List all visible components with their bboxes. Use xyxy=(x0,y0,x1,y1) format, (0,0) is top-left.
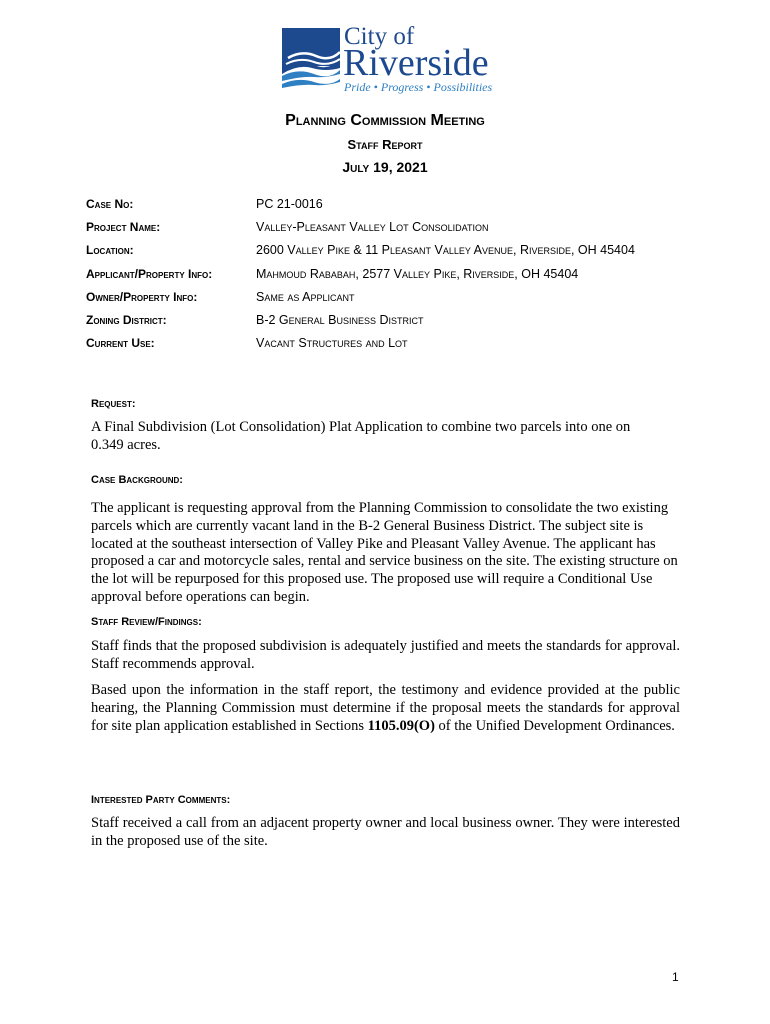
case-info-table xyxy=(86,192,635,355)
info-value: PC 21-0016 xyxy=(256,196,323,211)
background-heading: Case Background: xyxy=(91,474,183,486)
page-number: 1 xyxy=(672,970,679,984)
request-text: A Final Subdivision (Lot Consolidation) Plat Application to combine two parcels into one on 0.349 acres. xyxy=(91,419,631,453)
info-row-project-name xyxy=(86,215,635,238)
info-row-zoning xyxy=(86,308,635,331)
info-label: Zoning District: xyxy=(86,313,167,328)
findings-standards-text-end: of the Unified Development Ordinances. xyxy=(434,717,675,734)
info-value: 2600 Valley Pike & 11 Pleasant Valley Avenue, Riverside, OH 45404 xyxy=(256,243,635,258)
report-date: July 19, 2021 xyxy=(342,159,428,175)
findings-standards-text-start: Based upon the information in the staff report, the testimony and evidence provided at the public hearing, the Planning Commission must determine if the proposal meets the standards for approval for site plan application established in Sections xyxy=(91,682,680,734)
info-label: Applicant/Property Info: xyxy=(86,266,213,281)
info-label: Location: xyxy=(86,243,134,258)
info-label: Current Use: xyxy=(86,336,155,351)
logo-city-text: City of xyxy=(344,23,415,50)
info-row-current-use xyxy=(86,332,635,355)
logo-name-text: Riverside xyxy=(343,42,489,84)
info-label: Project Name: xyxy=(86,219,161,234)
info-row-owner xyxy=(86,285,635,308)
info-row-location xyxy=(86,239,635,262)
info-label: Case No: xyxy=(86,196,134,211)
comments-text: Staff received a call from an adjacent property owner and local business owner. They were interested in the proposed use of the site. xyxy=(91,815,680,849)
info-value: B-2 General Business District xyxy=(256,313,424,328)
report-subtitle: Staff Report xyxy=(347,137,423,152)
riverside-wave-icon xyxy=(282,28,342,92)
info-label: Owner/Property Info: xyxy=(86,289,198,304)
report-title: Planning Commission Meeting xyxy=(285,112,485,129)
ordinance-section-ref: 1105.09(O) xyxy=(367,717,435,734)
findings-text: Staff finds that the proposed subdivision is adequately justified and meets the standards for approval. Staff recommends approval. xyxy=(91,638,680,672)
findings-standards-text xyxy=(91,682,680,735)
info-value: Mahmoud Rababah, 2577 Valley Pike, Riverside, OH 45404 xyxy=(256,266,579,281)
info-row-case-no xyxy=(86,192,635,215)
logo-tagline: Pride • Progress • Possibilities xyxy=(344,80,493,94)
request-heading: Request: xyxy=(91,398,136,410)
background-text: The applicant is requesting approval from the Planning Commission to consolidate the two existing parcels which are currently vacant land in the B-2 General Business District. The subject site is located at the southeast intersection of Valley Pike and Pleasant Valley Avenue. The applicant has proposed a car and motorcycle sales, rental and service business on the site. The existing structure on the lot will be repurposed for this proposed use. The proposed use will require a Conditional Use approval before operations can begin. xyxy=(91,500,678,605)
city-logo xyxy=(282,23,493,94)
findings-heading: Staff Review/Findings: xyxy=(91,616,202,628)
info-value: Valley-Pleasant Valley Lot Consolidation xyxy=(256,219,489,234)
info-row-applicant xyxy=(86,262,635,285)
info-value: Same as Applicant xyxy=(256,289,355,304)
info-value: Vacant Structures and Lot xyxy=(256,336,408,351)
comments-heading: Interested Party Comments: xyxy=(91,794,231,806)
